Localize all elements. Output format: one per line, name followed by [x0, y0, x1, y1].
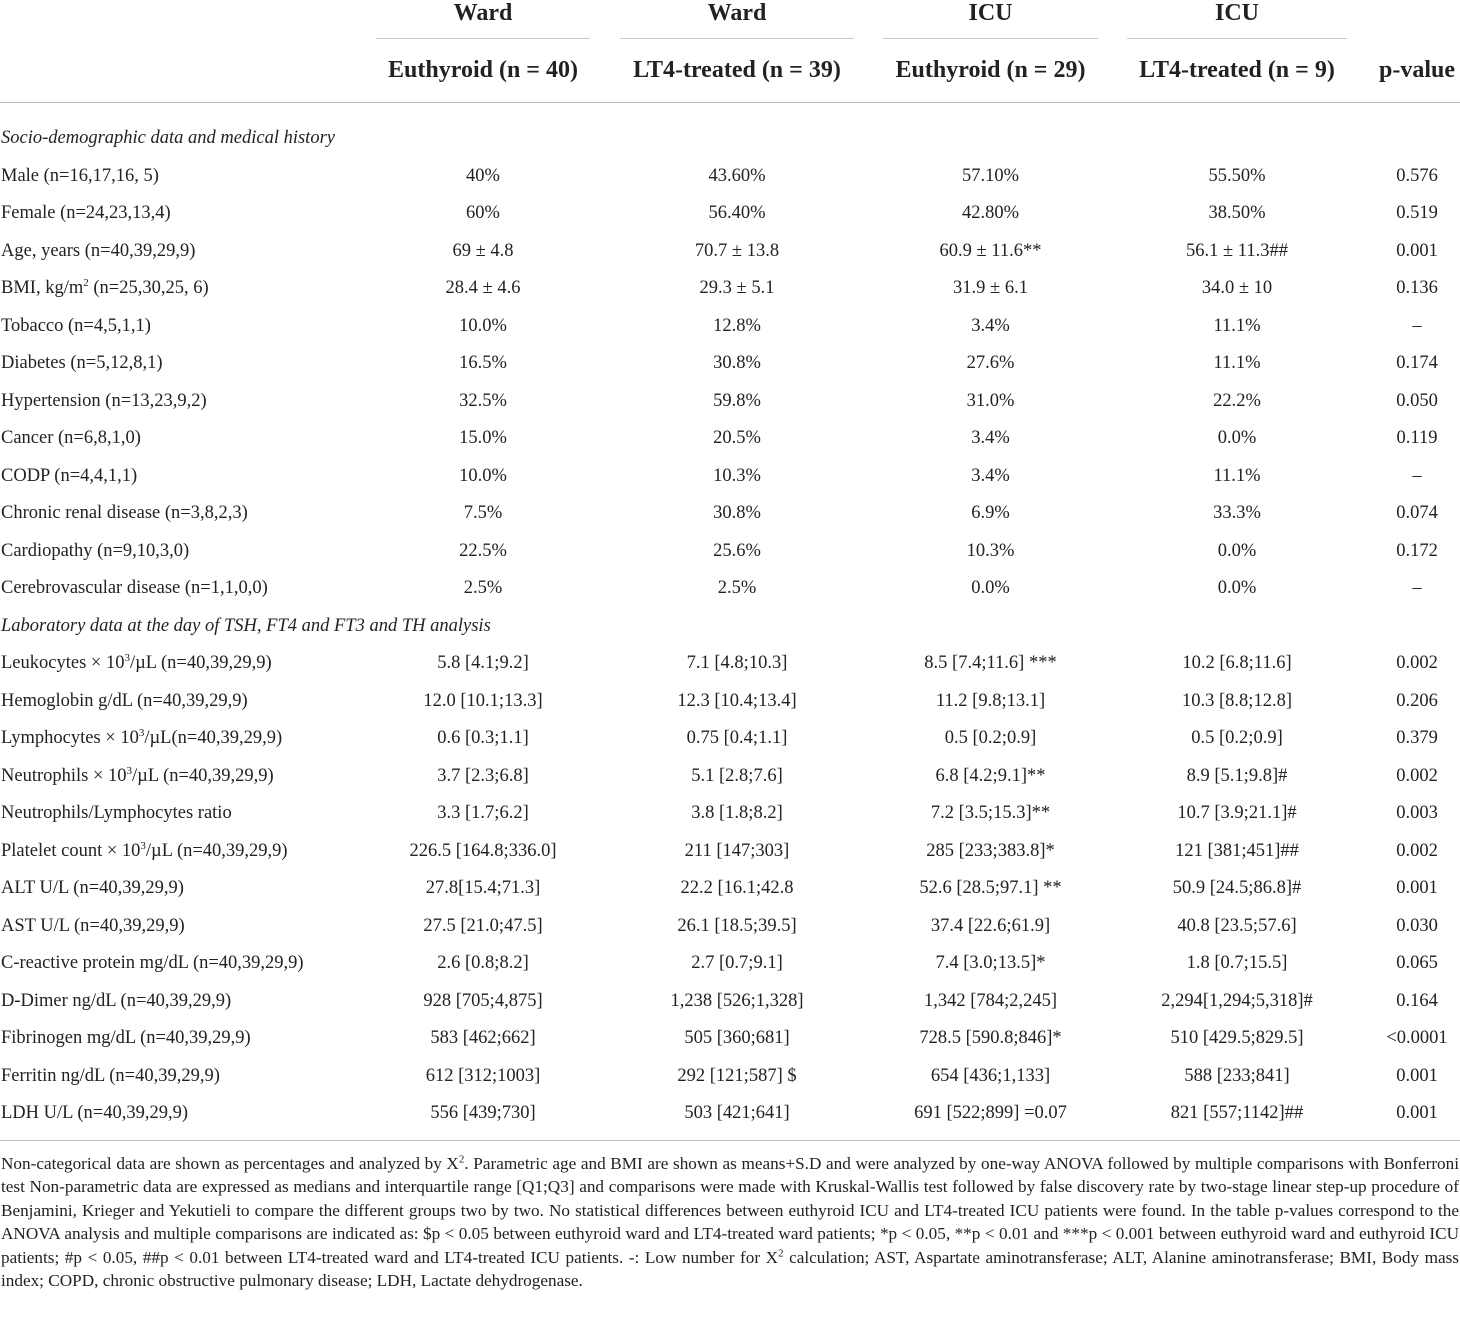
p-value-cell: 0.001 — [1396, 1065, 1438, 1086]
row-label-text: D-Dimer ng/dL (n=40,39,29,9) — [1, 990, 232, 1011]
table-cell: 26.1 [18.5;39.5] — [677, 915, 797, 936]
table-cell: 121 [381;451]## — [1175, 840, 1299, 861]
header-bottom-rule — [0, 102, 1460, 103]
table-cell: 211 [147;303] — [684, 840, 790, 861]
header-divider — [376, 38, 590, 39]
col-group-ward-2: Ward — [707, 0, 767, 26]
row-label-text: /µL (n=40,39,29,9) — [145, 840, 288, 861]
table-cell: 34.0 ± 10 — [1201, 278, 1273, 298]
row-label — [1, 495, 248, 533]
row-label-superscript: 3 — [126, 764, 133, 777]
table-cell: 22.5% — [459, 540, 507, 561]
table-cell: 10.3% — [713, 465, 761, 486]
table-row — [0, 495, 1460, 533]
table-row — [0, 270, 1460, 308]
table-cell: 12.3 [10.4;13.4] — [677, 690, 797, 711]
table-row — [0, 308, 1460, 346]
table-cell: 7.5% — [463, 503, 503, 523]
table-cell: 59.8% — [713, 390, 761, 411]
table-cell: 588 [233;841] — [1184, 1065, 1290, 1086]
table-cell: 728.5 [590.8;846]* — [919, 1028, 1062, 1048]
row-label — [1, 383, 207, 421]
row-label-text: Hemoglobin g/dL (n=40,39,29,9) — [1, 690, 248, 711]
table-row — [0, 1058, 1460, 1096]
table-cell: 7.2 [3.5;15.3]** — [930, 803, 1051, 823]
table-cell: 0.5 [0.2;0.9] — [1191, 728, 1283, 748]
table-cell: 11.2 [9.8;13.1] — [935, 690, 1046, 711]
table-cell: 10.0% — [459, 315, 507, 336]
p-value-cell: 0.050 — [1396, 390, 1438, 411]
row-label — [1, 720, 282, 758]
table-cell: 8.9 [5.1;9.8]# — [1186, 765, 1288, 786]
table-row — [0, 945, 1460, 983]
table-cell: 821 [557;1142]## — [1170, 1103, 1304, 1123]
row-label — [1, 1058, 220, 1096]
table-row — [0, 720, 1460, 758]
table-row — [0, 458, 1460, 496]
col-header-ward-euthyroid: Euthyroid (n = 40) — [388, 57, 578, 83]
col-group-icu-1: ICU — [968, 0, 1013, 26]
row-label-text: Diabetes (n=5,12,8,1) — [1, 353, 163, 373]
table-cell: 7.1 [4.8;10.3] — [686, 653, 788, 673]
table-cell: 510 [429.5;829.5] — [1170, 1028, 1304, 1048]
table-cell: 12.8% — [713, 315, 761, 336]
table-cell: 2.7 [0.7;9.1] — [691, 953, 783, 973]
table-cell: 1.8 [0.7;15.5] — [1186, 953, 1288, 973]
table-cell: 1,238 [526;1,328] — [670, 990, 804, 1011]
row-label-text: Female (n=24,23,13,4) — [1, 203, 171, 223]
p-value-cell: 0.030 — [1396, 915, 1438, 936]
col-group-icu-2: ICU — [1214, 0, 1259, 26]
row-label-superscript: 3 — [138, 726, 145, 739]
table-cell: 31.0% — [966, 390, 1015, 411]
p-value-cell: 0.002 — [1396, 765, 1438, 786]
table-cell: 10.3 [8.8;12.8] — [1182, 690, 1292, 711]
p-value-cell: 0.519 — [1396, 203, 1438, 223]
table-cell: 25.6% — [713, 540, 761, 561]
table-cell: 10.3% — [966, 540, 1015, 561]
table-cell: 0.75 [0.4;1.1] — [686, 728, 788, 748]
table-cell: 6.8 [4.2;9.1]** — [935, 765, 1046, 786]
table-cell: 3.4% — [971, 428, 1010, 448]
table-cell: 38.50% — [1208, 203, 1266, 223]
p-value-cell: 0.001 — [1396, 240, 1438, 261]
table-cell: 52.6 [28.5;97.1] ** — [919, 878, 1062, 898]
table-row — [0, 758, 1460, 796]
table-cell: 5.8 [4.1;9.2] — [437, 653, 529, 673]
table-cell: 292 [121;587] $ — [677, 1065, 797, 1086]
table-row — [0, 870, 1460, 908]
row-label-text: Male (n=16,17,16, 5) — [1, 165, 159, 186]
table-cell: 56.40% — [708, 203, 766, 223]
table-cell: 31.9 ± 6.1 — [953, 278, 1028, 298]
col-header-icu-lt4: LT4-treated (n = 9) — [1139, 57, 1335, 83]
row-label — [1, 833, 288, 871]
table-cell: 11.1% — [1213, 353, 1261, 373]
section-label: Socio-demographic data and medical history — [1, 128, 335, 148]
table-cell: 583 [462;662] — [430, 1028, 536, 1048]
row-label-text: C-reactive protein mg/dL (n=40,39,29,9) — [1, 953, 304, 973]
p-value-cell: 0.576 — [1396, 165, 1438, 186]
row-label — [1, 758, 274, 796]
table-cell: 60.9 ± 11.6** — [939, 240, 1042, 261]
row-label-text: Hypertension (n=13,23,9,2) — [1, 390, 207, 411]
table-row — [0, 345, 1460, 383]
table-cell: 2,294[1,294;5,318]# — [1161, 990, 1313, 1011]
row-label — [1, 645, 272, 683]
table-cell: 69 ± 4.8 — [452, 240, 514, 261]
table-cell: 27.5 [21.0;47.5] — [423, 915, 543, 936]
p-value-cell: 0.206 — [1396, 690, 1438, 711]
table-cell: 691 [522;899] =0.07 — [914, 1103, 1067, 1123]
table-cell: 10.7 [3.9;21.1]# — [1177, 803, 1297, 823]
row-label — [1, 1095, 188, 1133]
row-label — [1, 870, 184, 908]
table-row — [0, 908, 1460, 946]
header-divider — [883, 38, 1098, 39]
p-value-cell: 0.074 — [1396, 503, 1438, 523]
row-label — [1, 458, 137, 496]
table-row — [0, 683, 1460, 721]
p-value-cell: 0.119 — [1396, 428, 1438, 448]
row-label — [1, 945, 304, 983]
table-cell: 2.6 [0.8;8.2] — [437, 953, 529, 973]
table-cell: 10.2 [6.8;11.6] — [1182, 653, 1292, 673]
section-header — [0, 120, 1460, 158]
table-row — [0, 570, 1460, 608]
table-cell: 20.5% — [713, 428, 761, 448]
table-cell: 3.7 [2.3;6.8] — [437, 765, 529, 786]
table-cell: 29.3 ± 5.1 — [699, 278, 775, 298]
row-label — [1, 195, 171, 233]
table-cell: 56.1 ± 11.3## — [1186, 240, 1288, 261]
table-cell: 928 [705;4,875] — [423, 990, 543, 1011]
p-value-cell: 0.379 — [1396, 728, 1438, 748]
row-label-text: /µL (n=40,39,29,9) — [132, 765, 274, 786]
table-cell: 8.5 [7.4;11.6] *** — [924, 653, 1057, 673]
table-row — [0, 195, 1460, 233]
table-cell: 3.3 [1.7;6.2] — [437, 803, 529, 823]
row-label — [1, 908, 185, 946]
table-cell: 0.0% — [1217, 578, 1257, 598]
p-value-cell: – — [1412, 465, 1422, 486]
table-cell: 2.5% — [463, 578, 503, 598]
table-row — [0, 1095, 1460, 1133]
row-label-text: Ferritin ng/dL (n=40,39,29,9) — [1, 1065, 220, 1086]
table-cell: 40% — [466, 165, 500, 186]
row-label-text: Tobacco (n=4,5,1,1) — [1, 315, 151, 336]
row-label-text: Leukocytes × 10 — [1, 653, 125, 673]
table-cell: 0.0% — [1217, 540, 1257, 561]
table-cell: 42.80% — [961, 203, 1020, 223]
table-cell: 0.6 [0.3;1.1] — [437, 728, 529, 748]
table-cell: 27.6% — [966, 353, 1015, 373]
row-label — [1, 158, 159, 196]
table-cell: 28.4 ± 4.6 — [445, 278, 521, 298]
row-label — [1, 795, 232, 833]
table-cell: 57.10% — [961, 165, 1020, 186]
table-cell: 30.8% — [713, 503, 761, 523]
row-label-text: Cerebrovascular disease (n=1,1,0,0) — [1, 578, 268, 598]
table-row — [0, 233, 1460, 271]
table-row — [0, 645, 1460, 683]
table-footnote — [1, 1152, 1459, 1292]
p-value-cell: 0.164 — [1396, 990, 1438, 1011]
table-cell: 70.7 ± 13.8 — [694, 240, 780, 261]
p-value-cell: 0.002 — [1396, 653, 1438, 673]
row-label-text: Cancer (n=6,8,1,0) — [1, 428, 141, 448]
row-label — [1, 270, 209, 308]
table-cell: 0.0% — [971, 578, 1010, 598]
p-value-cell: 0.002 — [1396, 840, 1438, 861]
table-cell: 22.2 [16.1;42.8 — [680, 878, 794, 898]
footnote-text: Non-categorical data are shown as percentages and analyzed by X — [1, 1154, 459, 1173]
table-cell: 43.60% — [708, 165, 766, 186]
table-row — [0, 983, 1460, 1021]
section-label: Laboratory data at the day of TSH, FT4 and FT3 and TH analysis — [1, 615, 491, 636]
table-cell: 0.5 [0.2;0.9] — [944, 728, 1037, 748]
p-value-cell: <0.0001 — [1386, 1028, 1448, 1048]
row-label-text: Platelet count × 10 — [1, 840, 141, 861]
table-cell: 3.4% — [971, 315, 1010, 336]
p-value-cell: 0.174 — [1396, 353, 1438, 373]
p-value-cell: 0.001 — [1396, 1103, 1438, 1123]
table-cell: 3.8 [1.8;8.2] — [691, 803, 783, 823]
header-divider — [620, 38, 854, 39]
col-group-ward-1: Ward — [453, 0, 513, 26]
row-label-text: (n=25,30,25, 6) — [88, 278, 209, 298]
row-label — [1, 1020, 251, 1058]
table-row — [0, 795, 1460, 833]
table-cell: 2.5% — [717, 578, 757, 598]
table-cell: 1,342 [784;2,245] — [923, 990, 1058, 1011]
table-row — [0, 158, 1460, 196]
p-value-cell: – — [1412, 315, 1422, 336]
row-label-text: Cardiopathy (n=9,10,3,0) — [1, 540, 190, 561]
row-label — [1, 683, 248, 721]
row-label — [1, 420, 141, 458]
table-cell: 5.1 [2.8;7.6] — [691, 765, 783, 786]
table-cell: 505 [360;681] — [684, 1028, 790, 1048]
row-label-text: Fibrinogen mg/dL (n=40,39,29,9) — [1, 1028, 251, 1048]
row-label-text: Neutrophils × 10 — [1, 765, 127, 786]
col-header-icu-euthyroid: Euthyroid (n = 29) — [895, 57, 1086, 83]
table-cell: 226.5 [164.8;336.0] — [409, 840, 557, 861]
row-label-text: AST U/L (n=40,39,29,9) — [1, 915, 185, 936]
p-value-cell: – — [1412, 578, 1422, 598]
footnote-text: calculation; AST, Aspartate aminotransferase; ALT, Alanine aminotransferase; BMI, Body mass index; COPD, chronic obstructive pulmonary disease; LDH, Lactate dehydrogenase. — [1, 1247, 1459, 1291]
table-row — [0, 533, 1460, 571]
table-cell: 27.8[15.4;71.3] — [425, 878, 541, 898]
table-bottom-rule — [0, 1140, 1460, 1141]
p-value-cell: 0.001 — [1396, 878, 1438, 898]
row-label-text: Lymphocytes × 10 — [1, 728, 139, 748]
table-cell: 55.50% — [1208, 165, 1266, 186]
footnote-text: . Parametric age and BMI are shown as means+S.D and were analyzed by one-way ANOVA followed by multiple comparisons with Bonferroni test Non-parametric data are expressed as medians and interquartile range [Q1;Q3] and comparisons were made with Kruskal-Wallis test followed by false discovery rate by two-stage linear step-up procedure of Benjamini, Krieger and Yekutieli to compare the different groups two by two. No statistical differences between euthyroid ICU and LT4-treated ICU patients were found. In the table p-values correspond to the ANOVA analysis and multiple comparisons are indicated as: $p < 0.05 between euthyroid ward and LT4-treated ward patients; *p < 0.05, **p < 0.01 and ***p < 0.001 between euthyroid ward and euthyroid ICU patients; #p < 0.05, ##p < 0.01 between LT4-treated ward and LT4-treated ICU patients. -: Low number for X — [1, 1154, 1459, 1267]
table-cell: 10.0% — [459, 465, 507, 486]
row-label — [1, 570, 268, 608]
table-cell: 0.0% — [1217, 428, 1257, 448]
table-cell: 7.4 [3.0;13.5]* — [935, 953, 1046, 973]
header-divider — [1127, 38, 1347, 39]
table-row — [0, 420, 1460, 458]
col-header-pvalue: p-value — [1378, 57, 1455, 83]
table-cell: 11.1% — [1213, 465, 1261, 486]
row-label-text: Neutrophils/Lymphocytes ratio — [1, 803, 232, 823]
row-label-text: LDH U/L (n=40,39,29,9) — [1, 1103, 189, 1123]
table-cell: 32.5% — [459, 390, 507, 411]
row-label — [1, 533, 189, 571]
table-cell: 654 [436;1,133] — [930, 1065, 1051, 1086]
p-value-cell: 0.003 — [1396, 803, 1438, 823]
table-cell: 11.1% — [1213, 315, 1261, 336]
table-cell: 33.3% — [1213, 503, 1261, 523]
row-label-text: BMI, kg/m — [1, 278, 84, 298]
table-cell: 60% — [466, 203, 500, 223]
row-label — [1, 308, 151, 346]
row-label — [1, 983, 231, 1021]
table-cell: 556 [439;730] — [430, 1103, 536, 1123]
table-cell: 30.8% — [713, 353, 761, 373]
table-cell: 40.8 [23.5;57.6] — [1177, 915, 1297, 936]
table-cell: 37.4 [22.6;61.9] — [930, 915, 1051, 936]
row-label-text: /µL(n=40,39,29,9) — [144, 728, 283, 748]
col-header-ward-lt4: LT4-treated (n = 39) — [633, 57, 841, 83]
table-cell: 6.9% — [971, 503, 1010, 523]
footnote-superscript: 2 — [458, 1153, 465, 1166]
row-label-text: Chronic renal disease (n=3,8,2,3) — [1, 503, 248, 523]
row-label-text: CODP (n=4,4,1,1) — [1, 465, 138, 486]
table-cell: 50.9 [24.5;86.8]# — [1172, 878, 1302, 898]
table-cell: 3.4% — [971, 465, 1010, 486]
row-label-text: ALT U/L (n=40,39,29,9) — [1, 878, 184, 898]
table-cell: 612 [312;1003] — [425, 1065, 541, 1086]
table-cell: 15.0% — [459, 428, 507, 448]
p-value-cell: 0.136 — [1396, 278, 1438, 298]
table-row — [0, 1020, 1460, 1058]
row-label — [1, 345, 162, 383]
table-row — [0, 833, 1460, 871]
p-value-cell: 0.172 — [1396, 540, 1438, 561]
table-cell: 503 [421;641] — [684, 1103, 790, 1123]
row-label-superscript: 3 — [124, 651, 130, 664]
row-label-superscript: 3 — [140, 839, 146, 852]
row-label-text: /µL (n=40,39,29,9) — [129, 653, 272, 673]
table-cell: 285 [233;383.8]* — [926, 840, 1055, 861]
table-cell: 16.5% — [459, 353, 507, 373]
row-label-superscript: 2 — [83, 276, 89, 289]
table-cell: 12.0 [10.1;13.3] — [423, 690, 543, 711]
footnote-superscript: 2 — [778, 1246, 784, 1259]
table-row — [0, 383, 1460, 421]
section-header — [0, 608, 1460, 646]
table-cell: 22.2% — [1213, 390, 1261, 411]
p-value-cell: 0.065 — [1396, 953, 1438, 973]
row-label-text: Age, years (n=40,39,29,9) — [1, 240, 196, 261]
row-label — [1, 233, 195, 271]
